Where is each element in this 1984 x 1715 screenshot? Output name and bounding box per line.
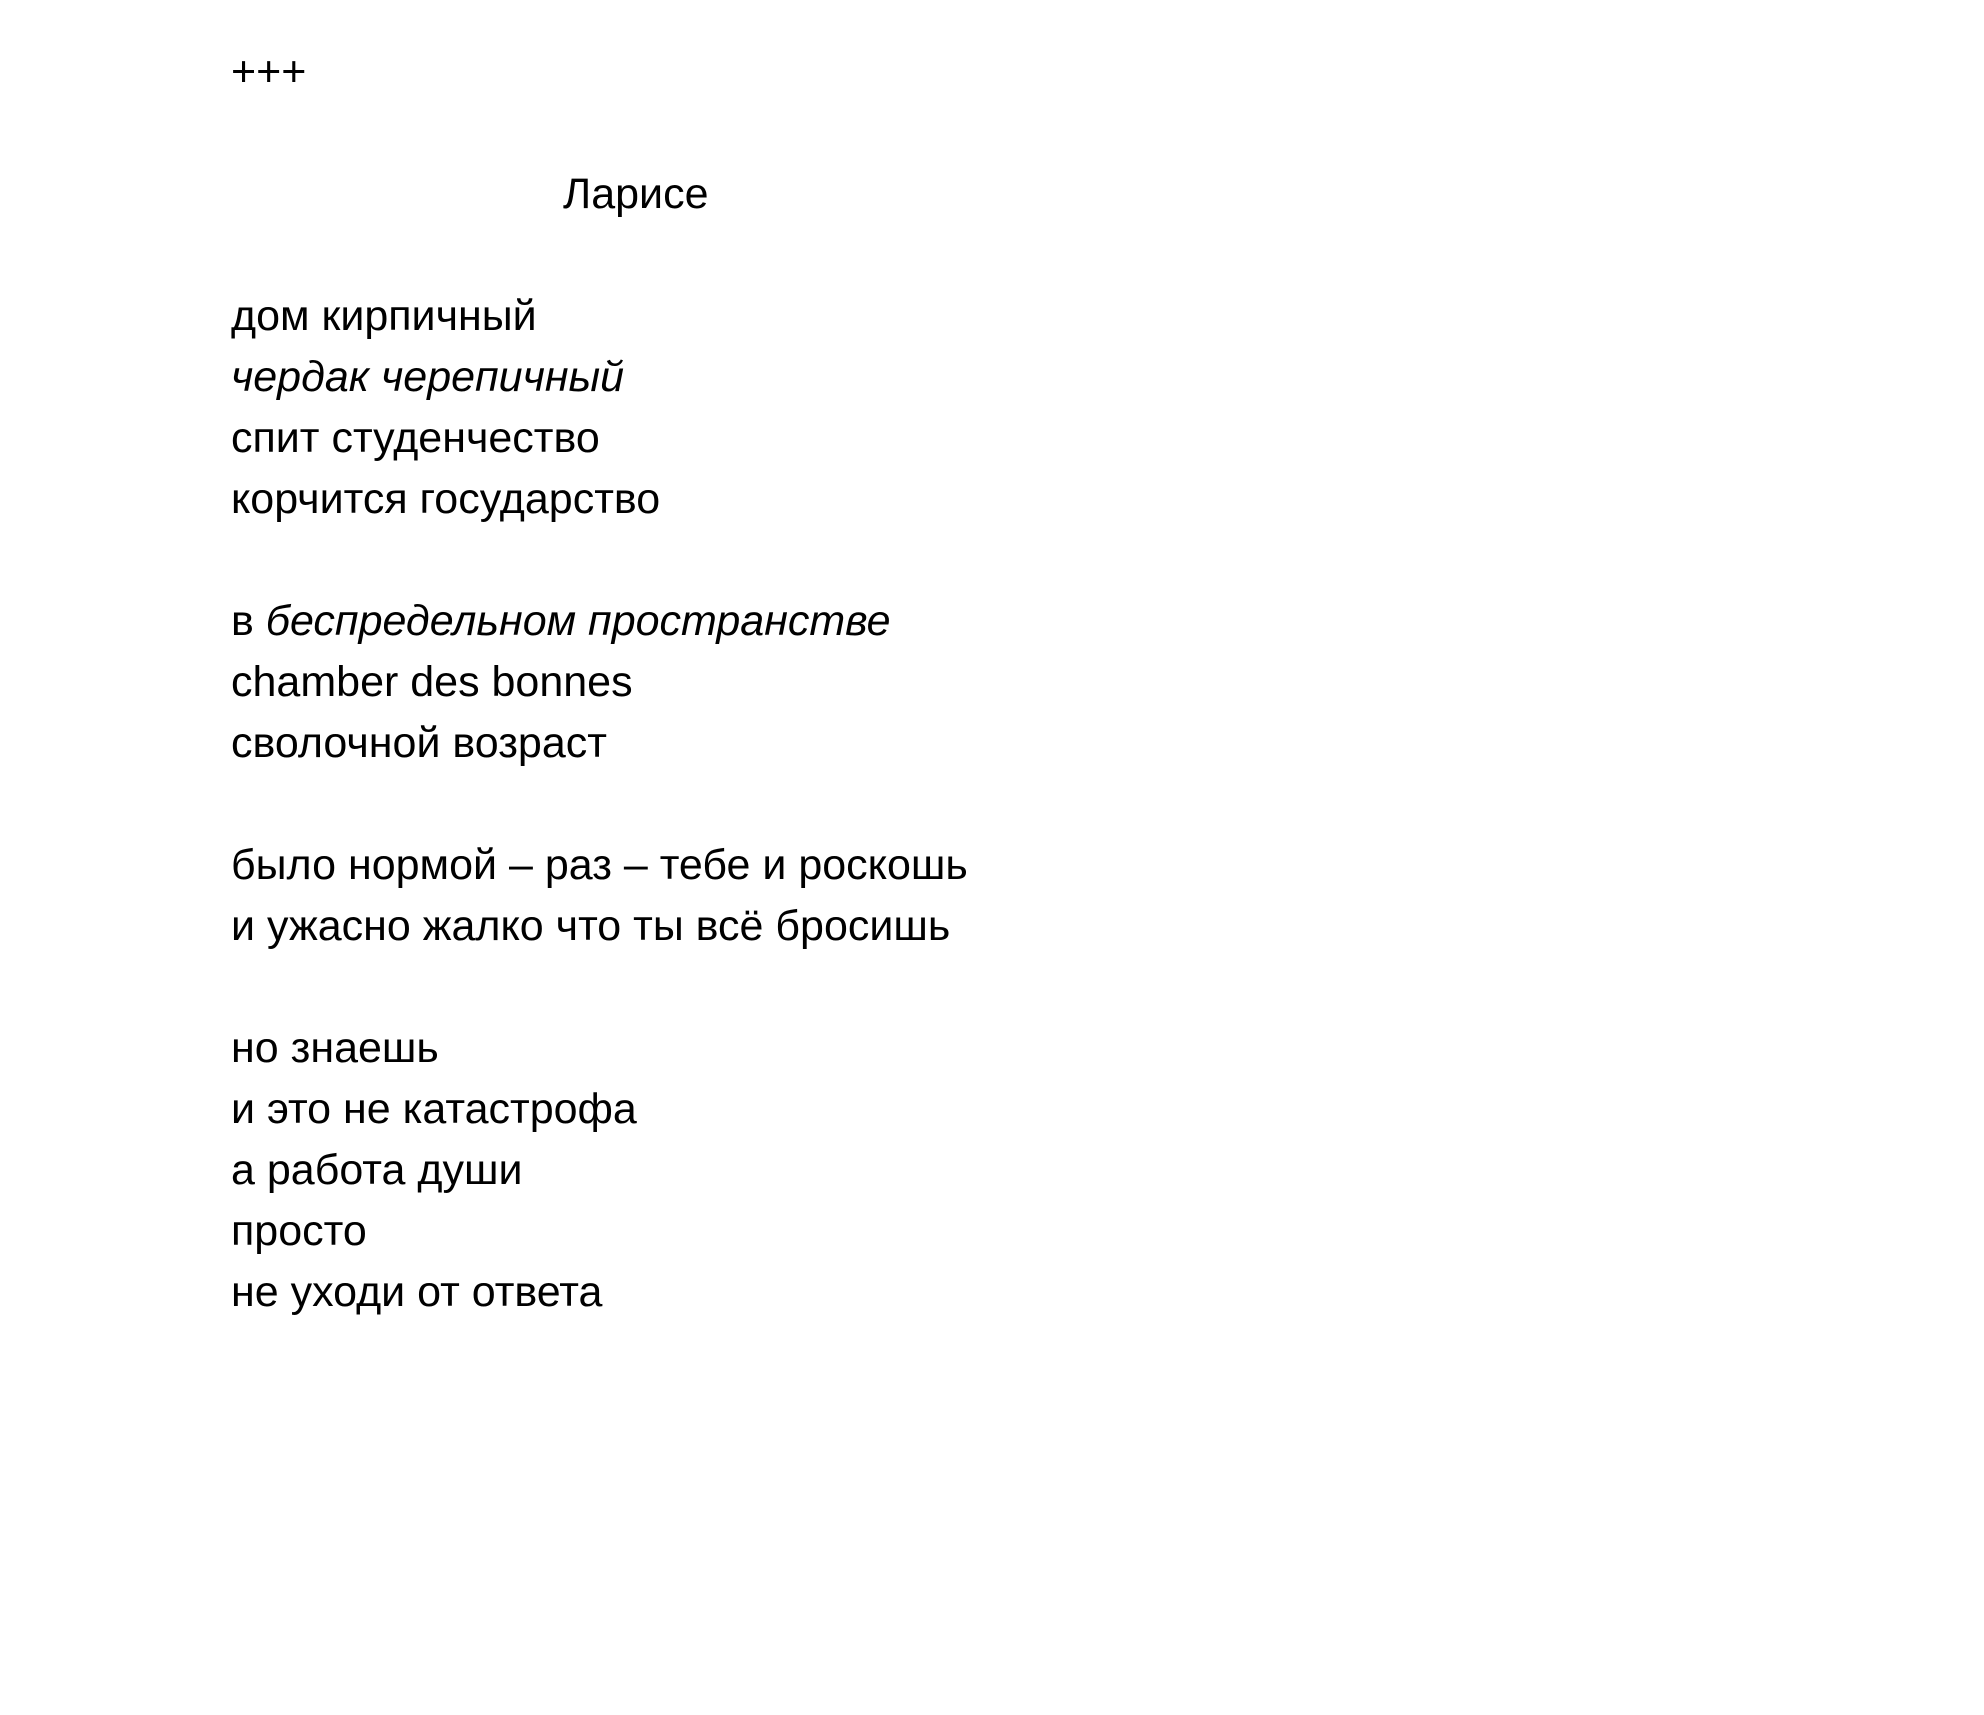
poem-line: не уходи от ответа (231, 1268, 603, 1316)
poem-line-italic: чердак черепичный (231, 353, 625, 401)
poem-line (231, 591, 891, 652)
poem-line-italic-part: беспредельном пространстве (265, 597, 891, 645)
poem-line: и ужасно жалко что ты всё бросишь (231, 902, 951, 950)
poem-line: сволочной возраст (231, 719, 607, 767)
poem-line: и это не катастрофа (231, 1085, 637, 1133)
poem-line: chamber des bonnes (231, 658, 633, 706)
poem-line: было нормой – раз – тебе и роскошь (231, 841, 968, 889)
section-marker: +++ (231, 48, 307, 96)
dedication: Ларисе (563, 170, 709, 218)
poem-line: дом кирпичный (231, 292, 537, 340)
poem-line-prefix: в (231, 597, 266, 645)
poem-line: просто (231, 1207, 367, 1255)
poem-line: а работа души (231, 1146, 523, 1194)
poem-line: но знаешь (231, 1024, 439, 1072)
poem-line: корчится государство (231, 475, 661, 523)
poem-line: спит студенчество (231, 414, 600, 462)
